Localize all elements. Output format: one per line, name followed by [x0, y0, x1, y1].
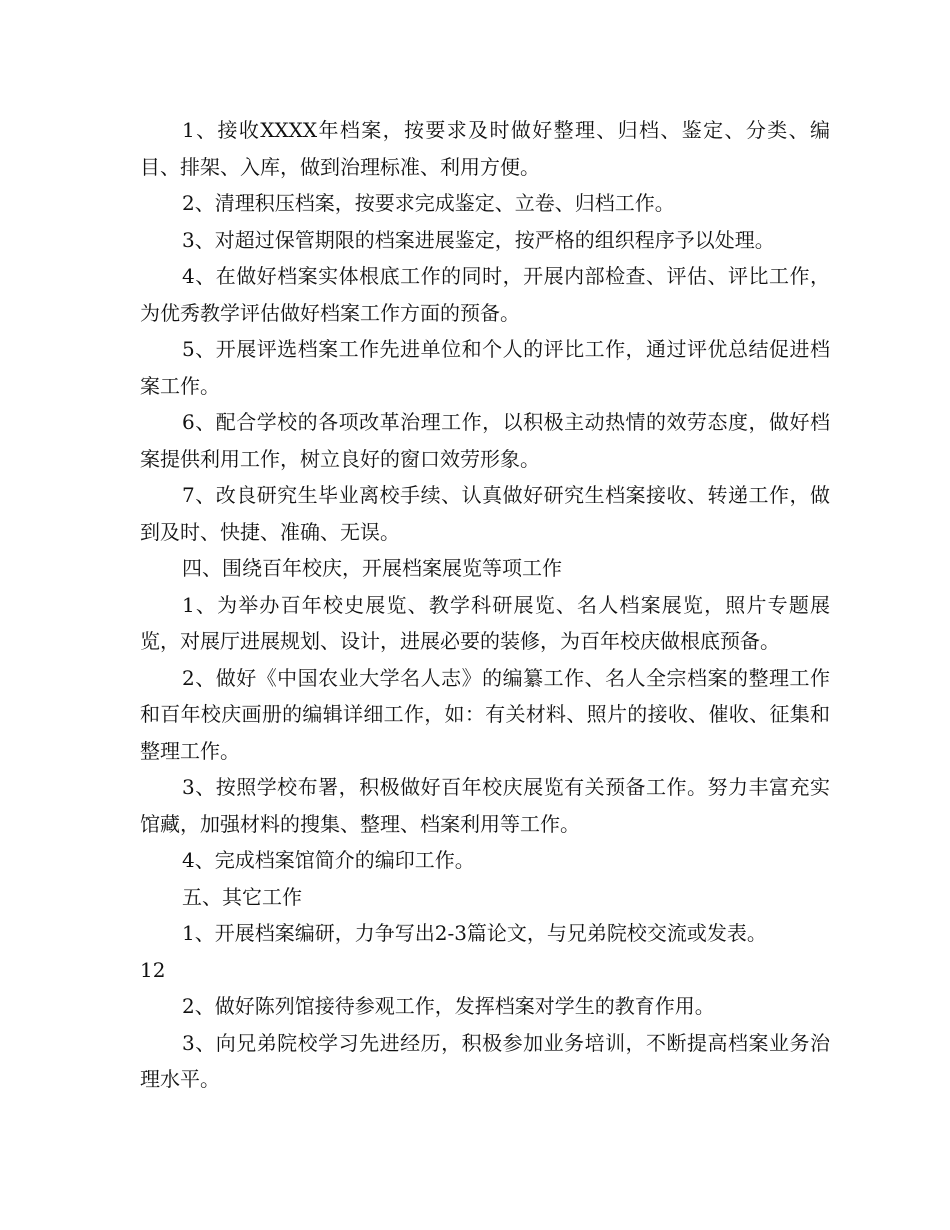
paragraph-training: 3、向兄弟院校学习先进经历，积极参加业务培训，不断提高档案业务治理水平。 [140, 1030, 830, 1091]
document-body [140, 112, 830, 1098]
section-heading-centennial: 四、围绕百年校庆，开展档案展览等项工作 [182, 556, 562, 580]
paragraph-research-papers: 1、开展档案编研，力争写出2-3篇论文，与兄弟院校交流或发表。 [182, 921, 767, 945]
paragraph-clear-backlog: 2、清理积压档案，按要求完成鉴定、立卷、归档工作。 [182, 191, 675, 215]
paragraph-internal-inspection: 4、在做好档案实体根底工作的同时，开展内部检查、评估、评比工作，为优秀教学评估做好档案工作方面的预备。 [140, 264, 830, 325]
paragraph-receive-archives: 1、接收XXXX年档案，按要求及时做好整理、归档、鉴定、分类、编目、排架、入库，做到治理标准、利用方便。 [140, 118, 830, 179]
paragraph-service-attitude: 6、配合学校的各项改革治理工作，以积极主动热情的效劳态度，做好档案提供利用工作，树立良好的窗口效劳形象。 [140, 410, 830, 471]
paragraph-graduate-archives: 7、改良研究生毕业离校手续、认真做好研究生档案接收、转递工作，做到及时、快捷、准确、无误。 [140, 483, 830, 544]
paragraph-selection-evaluation: 5、开展评选档案工作先进单位和个人的评比工作，通过评优总结促进档案工作。 [140, 337, 830, 398]
paragraph-notables-compilation: 2、做好《中国农业大学名人志》的编纂工作、名人全宗档案的整理工作和百年校庆画册的编辑详细工作，如：有关材料、照片的接收、催收、征集和整理工作。 [140, 665, 830, 763]
stray-number-text: 12 [140, 957, 166, 982]
paragraph-exhibition-preparation: 3、按照学校布署，积极做好百年校庆展览有关预备工作。努力丰富充实馆藏，加强材料的搜集、整理、档案利用等工作。 [140, 775, 830, 836]
paragraph-exhibition-hall: 2、做好陈列馆接待参观工作，发挥档案对学生的教育作用。 [182, 994, 715, 1018]
paragraph-brochure: 4、完成档案馆简介的编印工作。 [182, 848, 475, 872]
paragraph-expired-archives: 3、对超过保管期限的档案进展鉴定，按严格的组织程序予以处理。 [182, 227, 775, 252]
paragraph-exhibitions: 1、为举办百年校史展览、教学科研展览、名人档案展览，照片专题展览，对展厅进展规划、设计，进展必要的装修，为百年校庆做根底预备。 [140, 592, 830, 653]
section-heading-other-work: 五、其它工作 [182, 884, 302, 909]
